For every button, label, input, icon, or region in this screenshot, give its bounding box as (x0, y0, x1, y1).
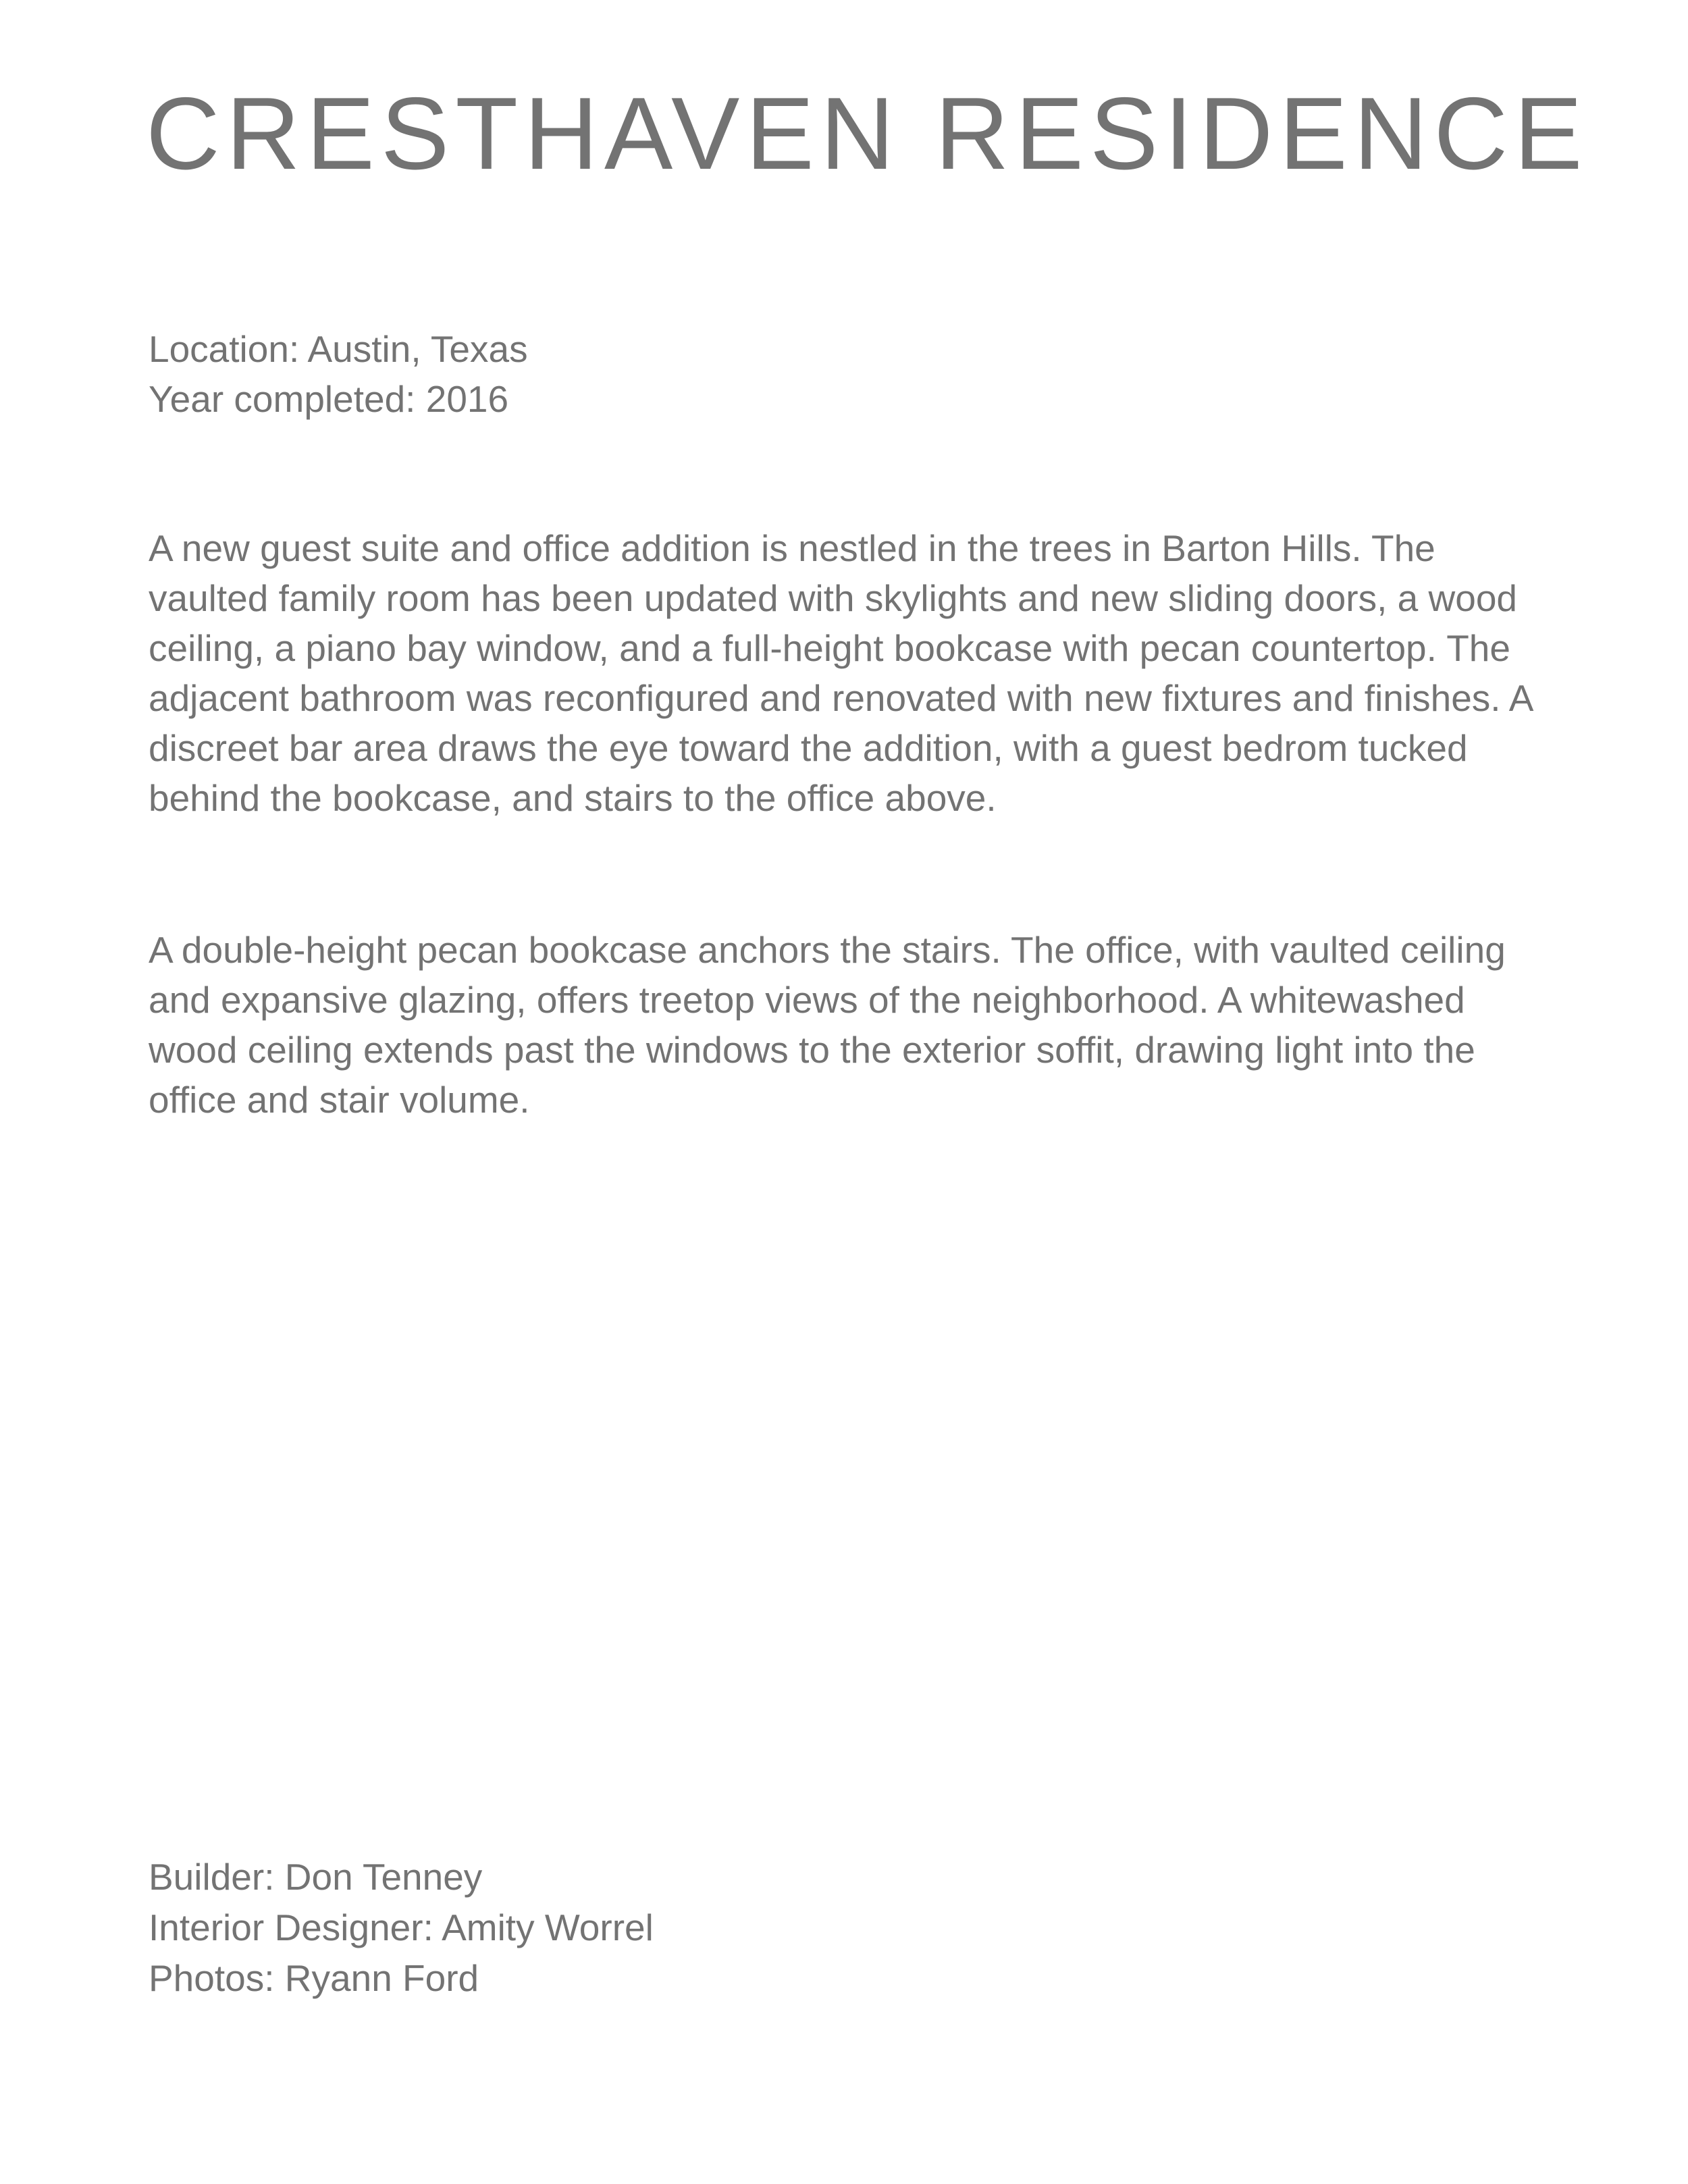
location-text: Location: Austin, Texas (149, 328, 528, 370)
photos-credit: Photos: Ryann Ford (149, 1957, 479, 1999)
year-completed-text: Year completed: 2016 (149, 378, 509, 420)
description-paragraph-2: A double-height pecan bookcase anchors the stairs. The office, with vaulted ceiling and expansive glazing, offers treetop views of the neighborhood. A whitewashed wood ceiling extends past the windows to the exterior soffit, drawing light into the office and stair volume. (149, 929, 1506, 1121)
project-meta (149, 324, 528, 424)
page-title: CRESTHAVEN RESIDENCE (146, 76, 1589, 191)
builder-credit: Builder: Don Tenney (149, 1856, 483, 1898)
description-paragraph-1: A new guest suite and office addition is nestled in the trees in Barton Hills. The vaulted family room has been updated with skylights and new sliding doors, a wood ceiling, a piano bay window, and a full-height bookcase with pecan countertop. The adjacent bathroom was reconfigured and renovated with new fixtures and finishes. A discreet bar area draws the eye toward the addition, with a guest bedrom tucked behind the bookcase, and stairs to the office above. (149, 527, 1532, 819)
credits (149, 1852, 654, 2004)
interior-designer-credit: Interior Designer: Amity Worrel (149, 1907, 654, 1948)
